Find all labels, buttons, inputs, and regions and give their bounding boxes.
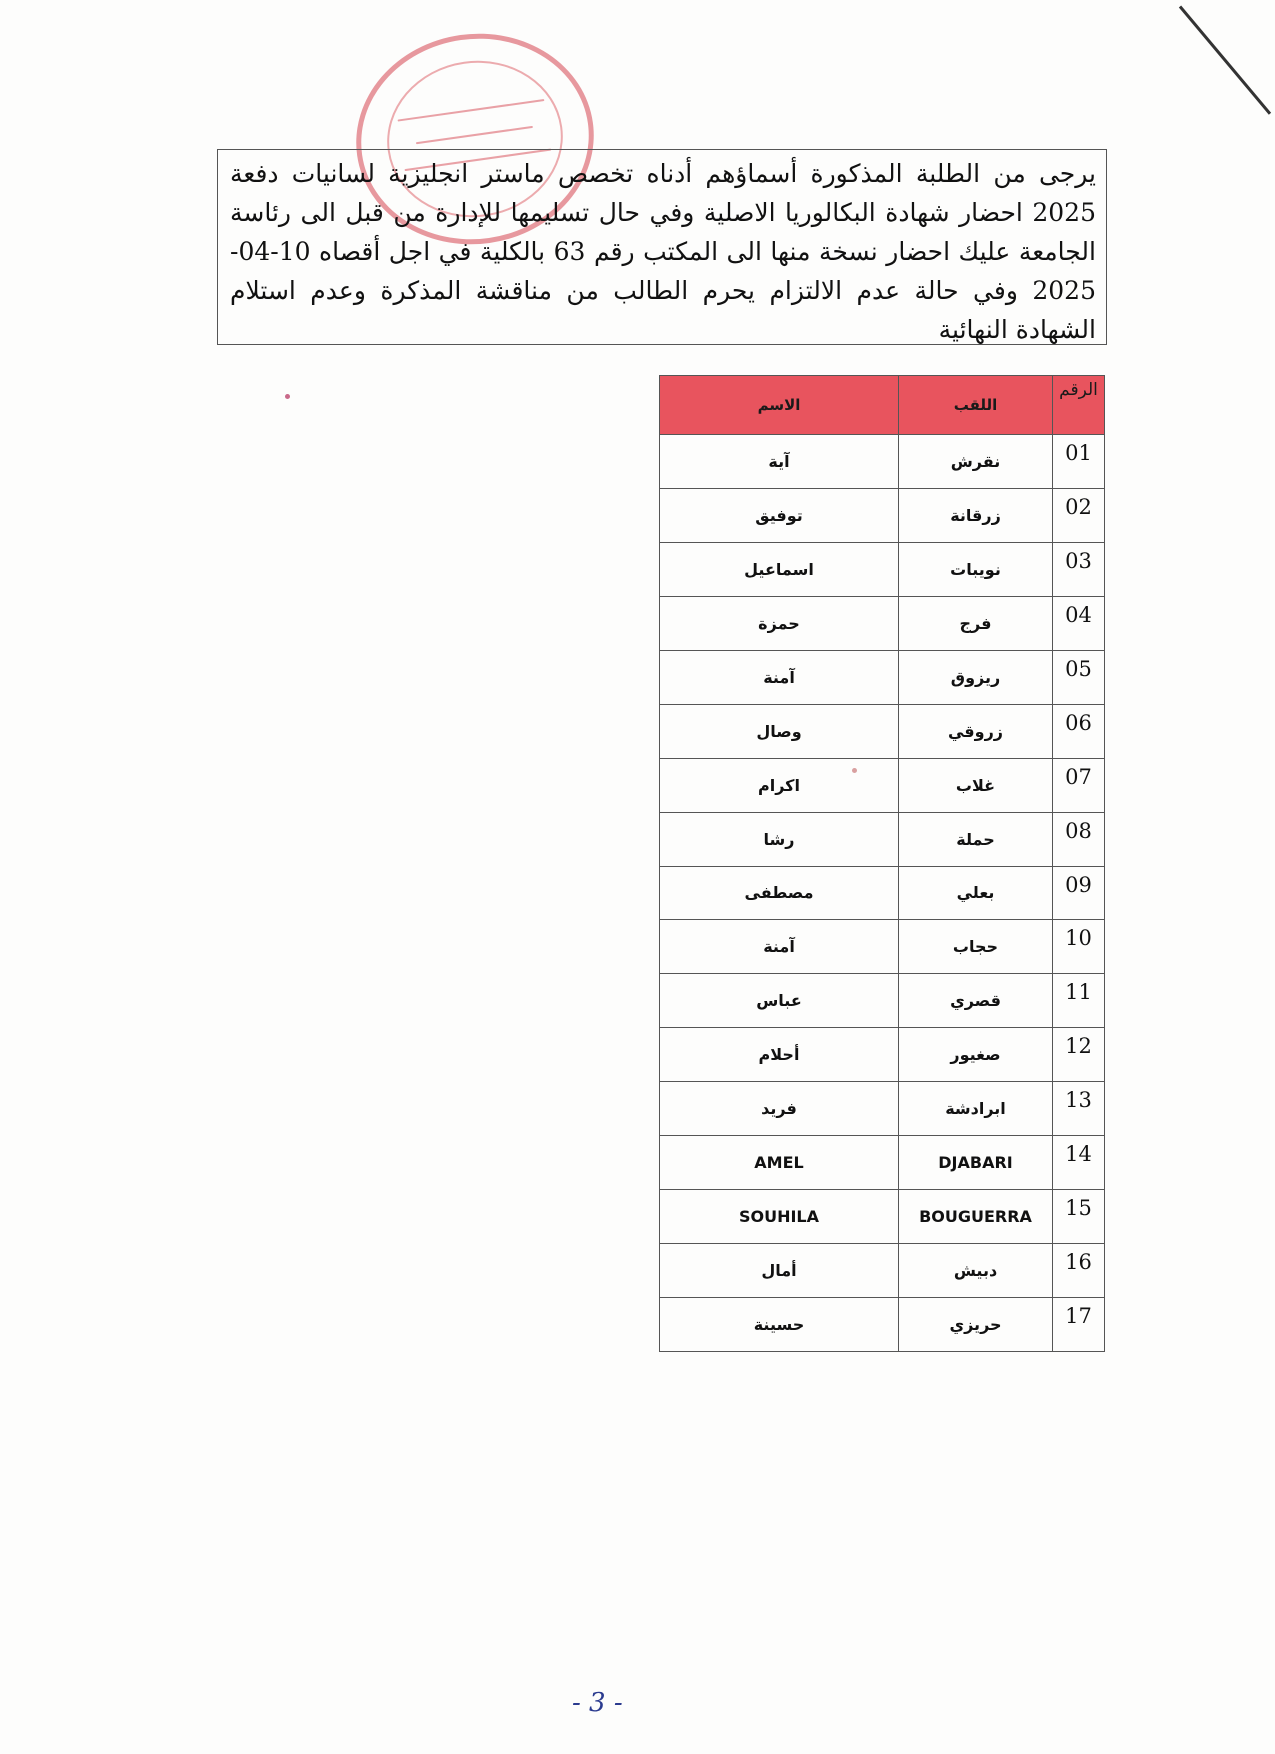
row-last-name: بعلي	[899, 866, 1053, 920]
table-row	[660, 596, 1105, 650]
student-table	[659, 375, 1105, 1352]
row-last-name: صغيور	[899, 1028, 1053, 1082]
row-last-name: حجاب	[899, 920, 1053, 974]
table-row	[660, 758, 1105, 812]
row-number: 16	[1053, 1244, 1105, 1298]
row-last-name: BOUGUERRA	[899, 1190, 1053, 1244]
table-row	[660, 866, 1105, 920]
row-first-name: فريد	[660, 1082, 899, 1136]
row-first-name: وصال	[660, 704, 899, 758]
row-last-name: DJABARI	[899, 1136, 1053, 1190]
table-row	[660, 650, 1105, 704]
row-first-name: أحلام	[660, 1028, 899, 1082]
table-row	[660, 435, 1105, 489]
row-first-name: آمنة	[660, 920, 899, 974]
table-row	[660, 1298, 1105, 1352]
table-row	[660, 704, 1105, 758]
row-number: 15	[1053, 1190, 1105, 1244]
table-row	[660, 1028, 1105, 1082]
row-last-name: قصري	[899, 974, 1053, 1028]
row-first-name: آية	[660, 435, 899, 489]
row-first-name: حمزة	[660, 596, 899, 650]
scan-speck	[852, 768, 857, 773]
row-first-name: حسينة	[660, 1298, 899, 1352]
table-header-row	[660, 376, 1105, 435]
row-last-name: غلاب	[899, 758, 1053, 812]
table-row	[660, 1244, 1105, 1298]
row-first-name: أمال	[660, 1244, 899, 1298]
scan-edge-mark	[1179, 6, 1271, 115]
row-number: 10	[1053, 920, 1105, 974]
row-last-name: ريزوق	[899, 650, 1053, 704]
row-number: 01	[1053, 435, 1105, 489]
header-number: الرقم	[1053, 376, 1105, 435]
row-last-name: حملة	[899, 812, 1053, 866]
row-last-name: نويبات	[899, 542, 1053, 596]
row-number: 06	[1053, 704, 1105, 758]
row-number: 07	[1053, 758, 1105, 812]
row-number: 14	[1053, 1136, 1105, 1190]
row-first-name: عباس	[660, 974, 899, 1028]
table-row	[660, 1136, 1105, 1190]
notice-text: يرجى من الطلبة المذكورة أسماؤهم أدناه تخصص ماستر انجليزية لسانيات دفعة 2025 احضار شهادة البكالوريا الاصلية وفي حال تسليمها للإدارة من قبل الى رئاسة الجامعة عليك احضار نسخة منها الى المكتب رقم 63 بالكلية في اجل أقصاه 10-04-2025 وفي حالة عدم الالتزام يحرم الطالب من مناقشة المذكرة وعدم استلام الشهادة النهائية	[230, 159, 1096, 344]
row-last-name: دبيش	[899, 1244, 1053, 1298]
row-number: 12	[1053, 1028, 1105, 1082]
table-row	[660, 974, 1105, 1028]
row-first-name: SOUHILA	[660, 1190, 899, 1244]
row-first-name: اسماعيل	[660, 542, 899, 596]
row-first-name: رشا	[660, 812, 899, 866]
row-last-name: حريزي	[899, 1298, 1053, 1352]
table-row	[660, 812, 1105, 866]
row-number: 11	[1053, 974, 1105, 1028]
row-last-name: زرقانة	[899, 488, 1053, 542]
scan-speck	[285, 394, 290, 399]
table-row	[660, 1082, 1105, 1136]
row-number: 04	[1053, 596, 1105, 650]
row-first-name: آمنة	[660, 650, 899, 704]
header-last-name: اللقب	[899, 376, 1053, 435]
table-row	[660, 1190, 1105, 1244]
row-number: 02	[1053, 488, 1105, 542]
notice-box	[217, 149, 1107, 345]
table-row	[660, 542, 1105, 596]
row-first-name: اكرام	[660, 758, 899, 812]
table-row	[660, 488, 1105, 542]
row-number: 13	[1053, 1082, 1105, 1136]
row-last-name: ابرادشة	[899, 1082, 1053, 1136]
row-last-name: زروقي	[899, 704, 1053, 758]
row-first-name: AMEL	[660, 1136, 899, 1190]
row-number: 05	[1053, 650, 1105, 704]
row-first-name: مصطفى	[660, 866, 899, 920]
table-row	[660, 920, 1105, 974]
row-number: 09	[1053, 866, 1105, 920]
row-number: 08	[1053, 812, 1105, 866]
row-number: 03	[1053, 542, 1105, 596]
header-first-name: الاسم	[660, 376, 899, 435]
row-last-name: فرج	[899, 596, 1053, 650]
row-first-name: توفيق	[660, 488, 899, 542]
row-number: 17	[1053, 1298, 1105, 1352]
page-number: - 3 -	[572, 1688, 623, 1718]
row-last-name: نقرش	[899, 435, 1053, 489]
